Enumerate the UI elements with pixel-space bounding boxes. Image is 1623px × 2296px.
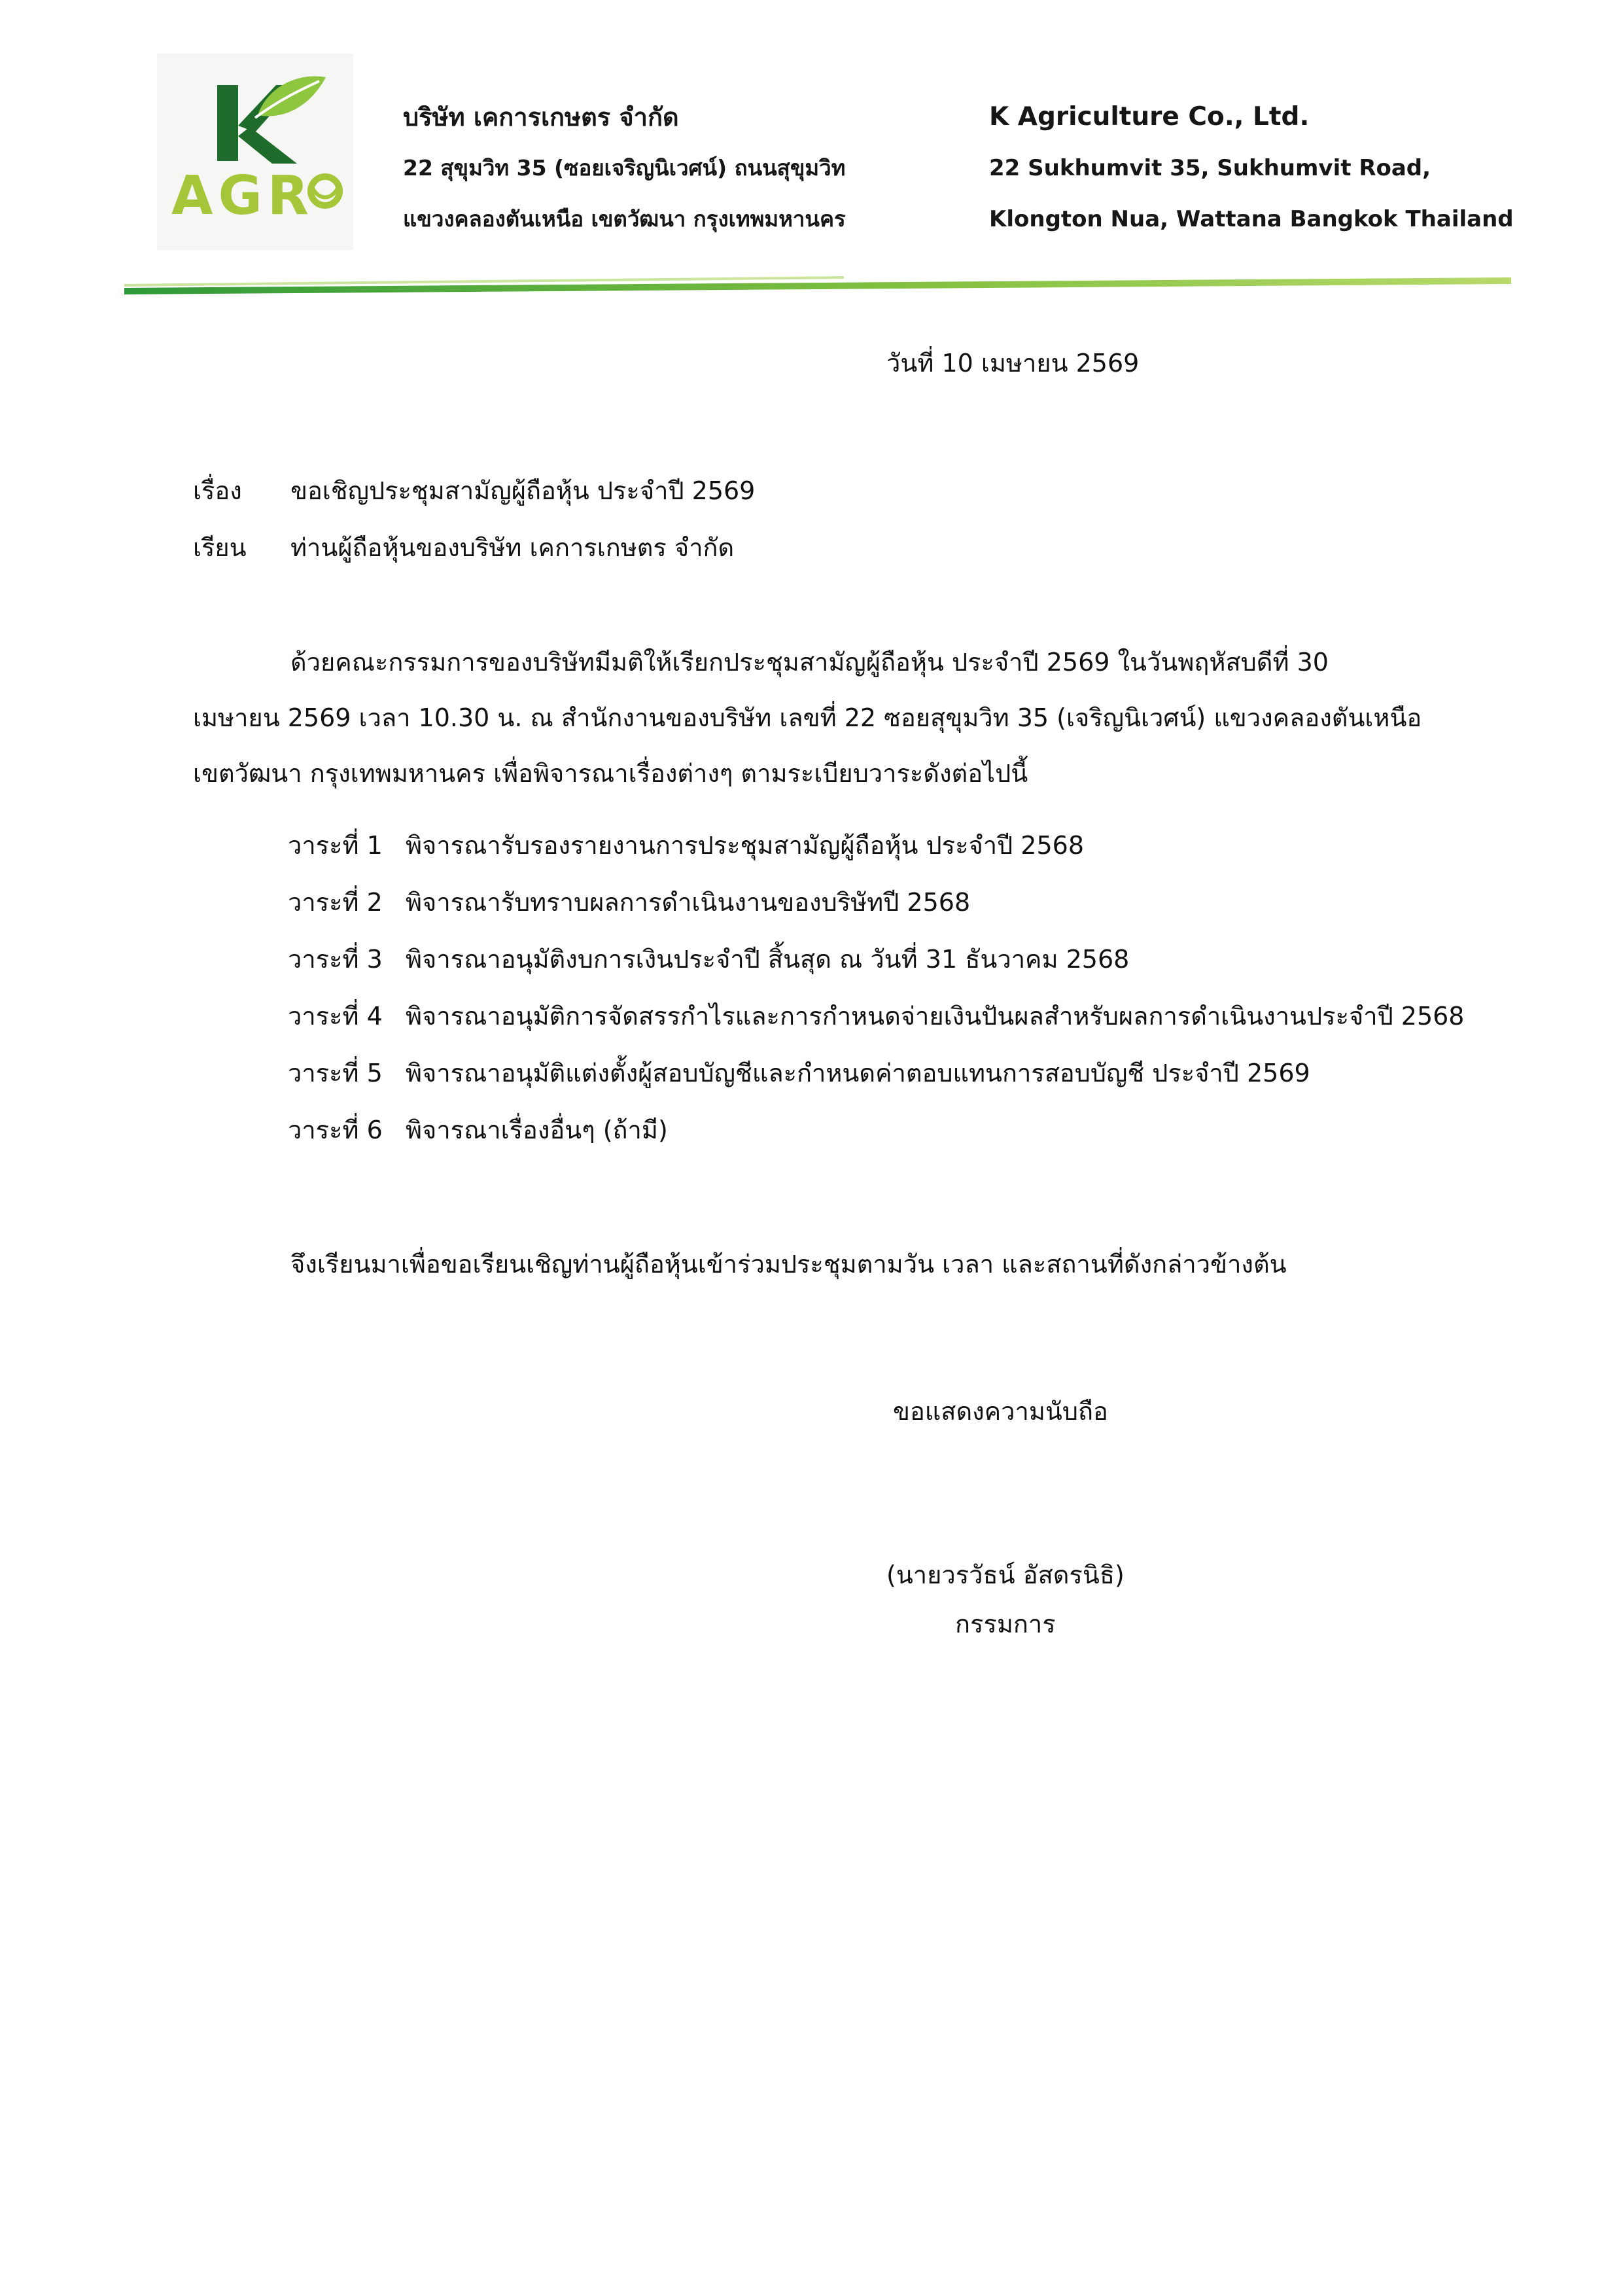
agenda-text: พิจารณาเรื่องอื่นๆ (ถ้ามี) (406, 1116, 668, 1144)
header-divider (124, 275, 1511, 294)
agenda-text: พิจารณารับทราบผลการดำเนินงานของบริษัทปี 2568 (406, 888, 971, 917)
to-label: เรียน (193, 533, 247, 562)
company-name-english: K Agriculture Co., Ltd. (989, 102, 1310, 132)
agenda-number: วาระที่ 2 (288, 888, 383, 917)
closing-salutation: ขอแสดงความนับถือ (893, 1397, 1108, 1426)
subject-label: เรื่อง (193, 476, 242, 505)
letter-date: วันที่ 10 เมษายน 2569 (886, 349, 1140, 378)
company-address-english-line2: Klongton Nua, Wattana Bangkok Thailand (989, 206, 1514, 232)
company-address-english-line1: 22 Sukhumvit 35, Sukhumvit Road, (989, 155, 1431, 181)
body-line-2: เมษายน 2569 เวลา 10.30 น. ณ สำนักงานของบริษัท เลขที่ 22 ซอยสุขุมวิท 35 (เจริญนิเวศน์) แขวงคลองตันเหนือ (193, 703, 1422, 732)
subject-text: ขอเชิญประชุมสามัญผู้ถือหุ้น ประจำปี 2569 (290, 476, 756, 505)
company-logo (157, 54, 353, 250)
agenda-text: พิจารณารับรองรายงานการประชุมสามัญผู้ถือหุ้น ประจำปี 2568 (406, 831, 1085, 860)
signatory-title: กรรมการ (955, 1610, 1056, 1638)
agenda-number: วาระที่ 4 (288, 1002, 383, 1031)
header-english (989, 92, 1514, 245)
agenda-number: วาระที่ 1 (288, 831, 383, 860)
header-thai (403, 92, 846, 245)
to-text: ท่านผู้ถือหุ้นของบริษัท เคการเกษตร จำกัด (290, 533, 735, 562)
agenda-text: พิจารณาอนุมัติแต่งตั้งผู้สอบบัญชีและกำหนดค่าตอบแทนการสอบบัญชี ประจำปี 2569 (406, 1059, 1310, 1087)
agenda-number: วาระที่ 5 (288, 1059, 383, 1087)
signatory-name: (นายวรวัธน์ อัสดรนิธิ) (886, 1561, 1125, 1589)
agenda-number: วาระที่ 3 (288, 945, 383, 974)
agenda-text: พิจารณาอนุมัติงบการเงินประจำปี สิ้นสุด ณ วันที่ 31 ธันวาคม 2568 (406, 945, 1130, 974)
closing-paragraph: จึงเรียนมาเพื่อขอเรียนเชิญท่านผู้ถือหุ้นเข้าร่วมประชุมตามวัน เวลา และสถานที่ดังกล่าวข้างต้น (290, 1250, 1287, 1279)
agenda-text: พิจารณาอนุมัติการจัดสรรกำไรและการกำหนดจ่ายเงินปันผลสำหรับผลการดำเนินงานประจำปี 2568 (406, 1002, 1465, 1031)
agenda-number: วาระที่ 6 (288, 1116, 383, 1144)
body-line-3: เขตวัฒนา กรุงเทพมหานคร เพื่อพิจารณาเรื่องต่างๆ ตามระเบียบวาระดังต่อไปนี้ (193, 759, 1028, 788)
company-address-thai-line2: แขวงคลองตันเหนือ เขตวัฒนา กรุงเทพมหานคร (403, 206, 846, 232)
logo-text: AGR (171, 165, 314, 227)
body-line-1: ด้วยคณะกรรมการของบริษัทมีมติให้เรียกประชุมสามัญผู้ถือหุ้น ประจำปี 2569 ในวันพฤหัสบดีที่ 30 (290, 648, 1329, 677)
company-address-thai-line1: 22 สุขุมวิท 35 (ซอยเจริญนิเวศน์) ถนนสุขุมวิท (403, 155, 846, 181)
company-name-thai: บริษัท เคการเกษตร จำกัด (403, 103, 679, 132)
